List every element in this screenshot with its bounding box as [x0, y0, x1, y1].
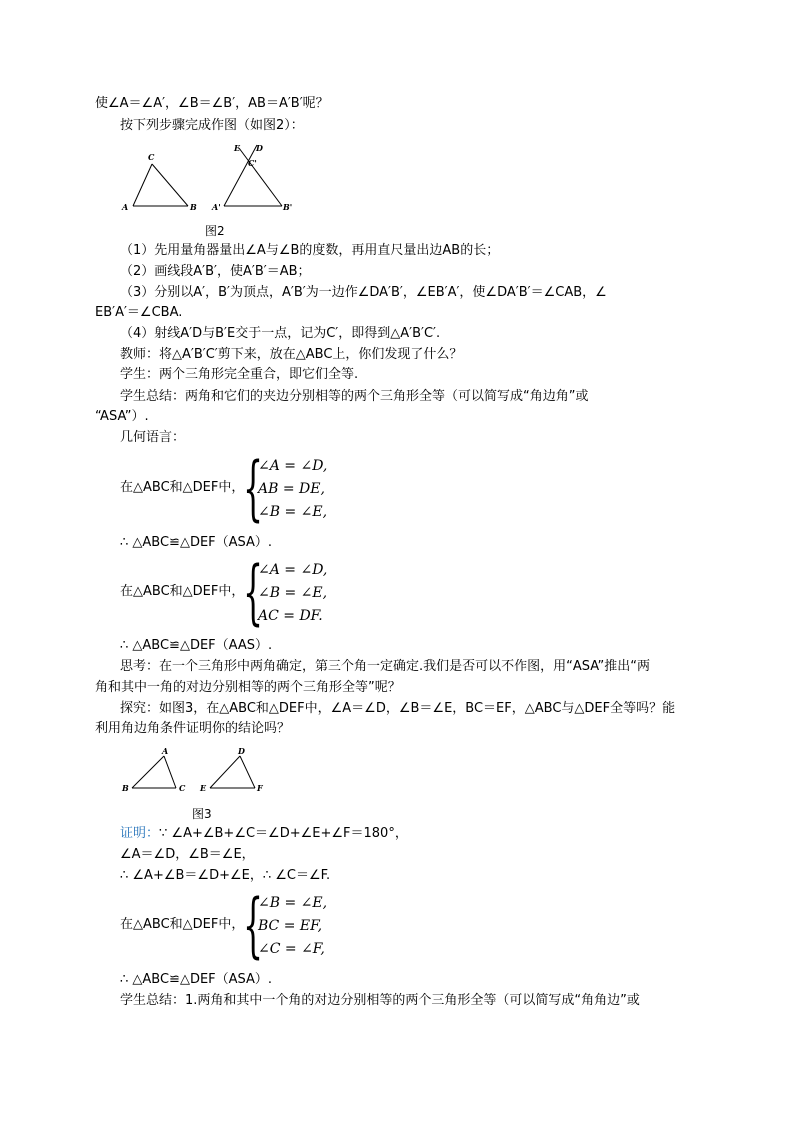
- brace-symbol: {: [243, 884, 264, 966]
- text-line: （3）分别以A′，B′为顶点，A′B′为一边作∠DA′B′，∠EB′A′，使∠DA′B′＝∠CAB，∠: [120, 285, 607, 300]
- proof-label: 证明：: [120, 826, 160, 841]
- vertex-label: C: [148, 152, 155, 162]
- equation: AB = DE,: [258, 481, 325, 497]
- text-line: 思考：在一个三角形中两角确定，第三个角一定确定.我们是否可以不作图，用“ASA”推出“两: [120, 659, 651, 674]
- equation: ∠B = ∠E,: [258, 585, 328, 601]
- text-line: EB′A′＝∠CBA.: [95, 305, 183, 320]
- text-line: ∴ △ABC≌△DEF（ASA）.: [120, 972, 273, 987]
- text-line: 使∠A＝∠A′，∠B＝∠B′，AB＝A′B′呢？: [95, 96, 329, 111]
- text-line: 学生总结：1.两角和其中一个角的对边分别相等的两个三角形全等（可以简写成“角角边”或: [120, 993, 640, 1008]
- text-line: [120, 824, 408, 844]
- text-line: （2）画线段A′B′，使A′B′＝AB；: [120, 264, 311, 279]
- text-line: （1）先用量角器量出∠A与∠B的度数，再用直尺量出边AB的长；: [120, 243, 500, 258]
- text-line: ∠A＝∠D，∠B＝∠E，: [120, 847, 255, 862]
- text-line: ∴ △ABC≌△DEF（ASA）.: [120, 535, 273, 550]
- vertex-label: B: [122, 783, 129, 793]
- figure-3: [118, 746, 268, 798]
- figure-2: [118, 142, 298, 218]
- vertex-label: F: [257, 783, 263, 793]
- vertex-label: B: [190, 202, 197, 212]
- figure-caption: 图2: [205, 224, 225, 238]
- vertex-label: E: [234, 143, 241, 153]
- text-line: 学生：两个三角形完全重合，即它们全等.: [120, 367, 359, 382]
- equation: ∠C = ∠F,: [258, 941, 325, 957]
- vertex-label: E: [200, 783, 207, 793]
- equation: BC = EF,: [258, 918, 323, 934]
- text-line: 按下列步骤完成作图（如图2）：: [120, 118, 304, 133]
- equation: ∠B = ∠E,: [258, 504, 328, 520]
- vertex-label: C': [248, 158, 257, 168]
- equation: ∠A = ∠D,: [258, 562, 328, 578]
- text-line: “ASA”）.: [95, 409, 149, 424]
- brace-symbol: {: [243, 447, 264, 529]
- text-line: 在△ABC和△DEF中，: [120, 584, 245, 599]
- text-line: 在△ABC和△DEF中，: [120, 917, 245, 932]
- text-line: ∴ △ABC≌△DEF（AAS）.: [120, 638, 273, 653]
- text-line: 利用角边角条件证明你的结论吗？: [95, 721, 291, 736]
- equation: ∠A = ∠D,: [258, 458, 328, 474]
- text-line: ∴ ∠A+∠B＝∠D+∠E，∴ ∠C＝∠F.: [120, 868, 331, 883]
- text-line: 在△ABC和△DEF中，: [120, 480, 245, 495]
- vertex-label: A': [212, 202, 221, 212]
- vertex-label: A: [122, 202, 129, 212]
- vertex-label: D: [238, 746, 245, 756]
- equation: AC = DF.: [258, 608, 323, 624]
- vertex-label: B': [283, 202, 293, 212]
- text-line: 几何语言：: [120, 430, 186, 445]
- vertex-label: A: [162, 746, 169, 756]
- equation: ∠B = ∠E,: [258, 895, 328, 911]
- proof-text: ∵ ∠A+∠B+∠C＝∠D+∠E+∠F＝180°，: [159, 826, 408, 841]
- text-line: 角和其中一角的对边分别相等的两个三角形全等”呢？: [95, 680, 401, 695]
- vertex-label: D: [256, 143, 263, 153]
- text-line: 学生总结：两角和它们的夹边分别相等的两个三角形全等（可以简写成“角边角”或: [120, 389, 589, 404]
- figure-caption: 图3: [192, 807, 212, 821]
- text-line: 探究：如图3，在△ABC和△DEF中，∠A＝∠D，∠B＝∠E，BC＝EF，△ABC与△DEF全等吗？能: [120, 701, 676, 716]
- brace-symbol: {: [243, 551, 264, 633]
- text-line: 教师：将△A′B′C′剪下来，放在△ABC上，你们发现了什么？: [120, 347, 463, 362]
- text-line: （4）射线A′D与B′E交于一点，记为C′，即得到△A′B′C′.: [120, 326, 441, 341]
- vertex-label: C: [179, 783, 186, 793]
